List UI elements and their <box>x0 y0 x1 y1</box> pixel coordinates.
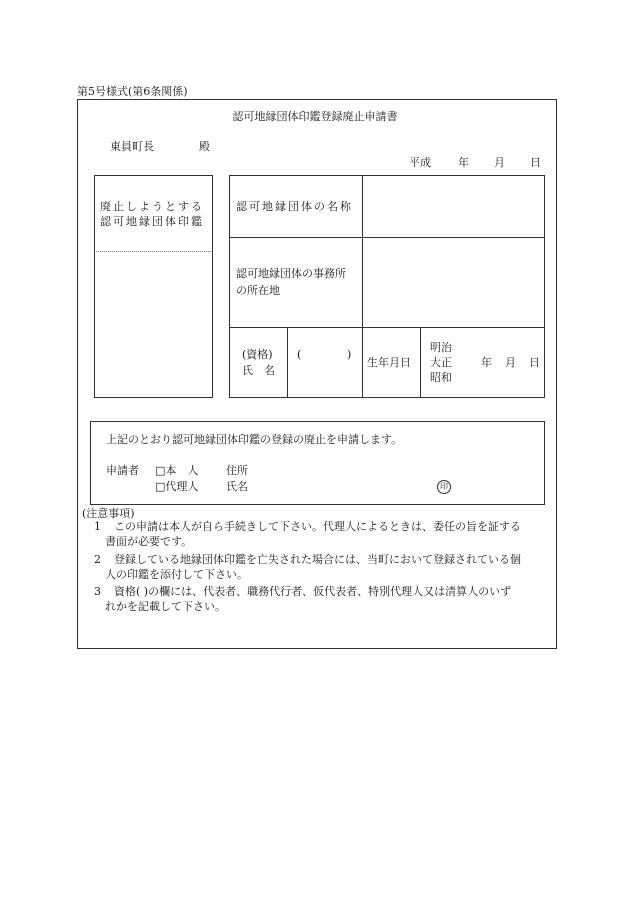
notes-heading: (注意事項) <box>82 507 135 520</box>
table-row-divider-1 <box>229 237 544 238</box>
qualification-paren-close: ) <box>347 348 352 361</box>
birth-month-label: 月 <box>505 356 516 369</box>
note-3-number: 3 <box>94 585 101 598</box>
note-1-number: 1 <box>94 520 101 533</box>
date-day: 日 <box>530 156 541 169</box>
note-3-line1: 資格( )の欄には、代表者、職務代行者、仮代表者、特別代理人又は清算人のいず <box>114 585 512 598</box>
qualification-paren-open: ( <box>297 348 302 361</box>
note-3-line2: れかを記載して下さい。 <box>105 600 226 613</box>
addressee-honorific: 殿 <box>199 140 210 153</box>
table-row-divider-2 <box>229 327 544 328</box>
note-2-line1: 登録している地縁団体印鑑を亡失された場合には、当町において登録されている個 <box>114 553 521 566</box>
birth-day-label: 日 <box>529 356 540 369</box>
date-era: 平成 <box>409 156 431 169</box>
office-address-label-line1: 認可地縁団体の事務所 <box>236 267 346 280</box>
seal-box-label-line1: 廃止しようとする <box>100 200 204 213</box>
addressee-name: 東員町長 <box>110 140 154 153</box>
note-1-line1: この申請は本人が自ら手続きして下さい。代理人によるときは、委任の旨を証する <box>114 520 521 533</box>
seal-box-divider <box>96 251 211 252</box>
date-month: 月 <box>494 156 505 169</box>
birth-date-label: 生年月日 <box>367 356 411 369</box>
table-birth-divider <box>420 327 421 397</box>
birth-year-label: 年 <box>481 356 492 369</box>
applicant-label: 申請者 <box>106 464 139 477</box>
applicant-address-label: 住所 <box>226 464 248 477</box>
note-2-line2: 人の印鑑を添付して下さい。 <box>105 568 248 581</box>
person-name-label: 氏 名 <box>242 364 275 377</box>
form-title: 認可地縁団体印鑑登録廃止申請書 <box>232 110 398 123</box>
era-meiji: 明治 <box>430 341 452 354</box>
checkbox-agent[interactable]: □代理人 <box>155 480 199 493</box>
table-label-column-divider <box>362 175 363 397</box>
era-showa: 昭和 <box>430 371 452 384</box>
qualification-label: (資格) <box>242 348 273 361</box>
office-address-label-line2: の所在地 <box>236 284 280 297</box>
note-2-number: 2 <box>94 553 101 566</box>
checkbox-self[interactable]: □本 人 <box>155 464 199 477</box>
seal-box-label-line2: 認可地縁団体印鑑 <box>100 215 204 228</box>
table-qualification-divider <box>287 327 288 397</box>
group-name-label: 認可地縁団体の名称 <box>236 200 353 213</box>
form-number-label: 第5号様式(第6条関係) <box>77 85 188 98</box>
note-1-line2: 書面が必要です。 <box>105 535 193 548</box>
applicant-name-label: 氏名 <box>226 480 248 493</box>
seal-mark: 印 <box>437 480 451 494</box>
date-year: 年 <box>458 156 469 169</box>
application-statement: 上記のとおり認可地縁団体印鑑の登録の廃止を申請します。 <box>106 433 403 446</box>
era-taisho: 大正 <box>430 356 452 369</box>
